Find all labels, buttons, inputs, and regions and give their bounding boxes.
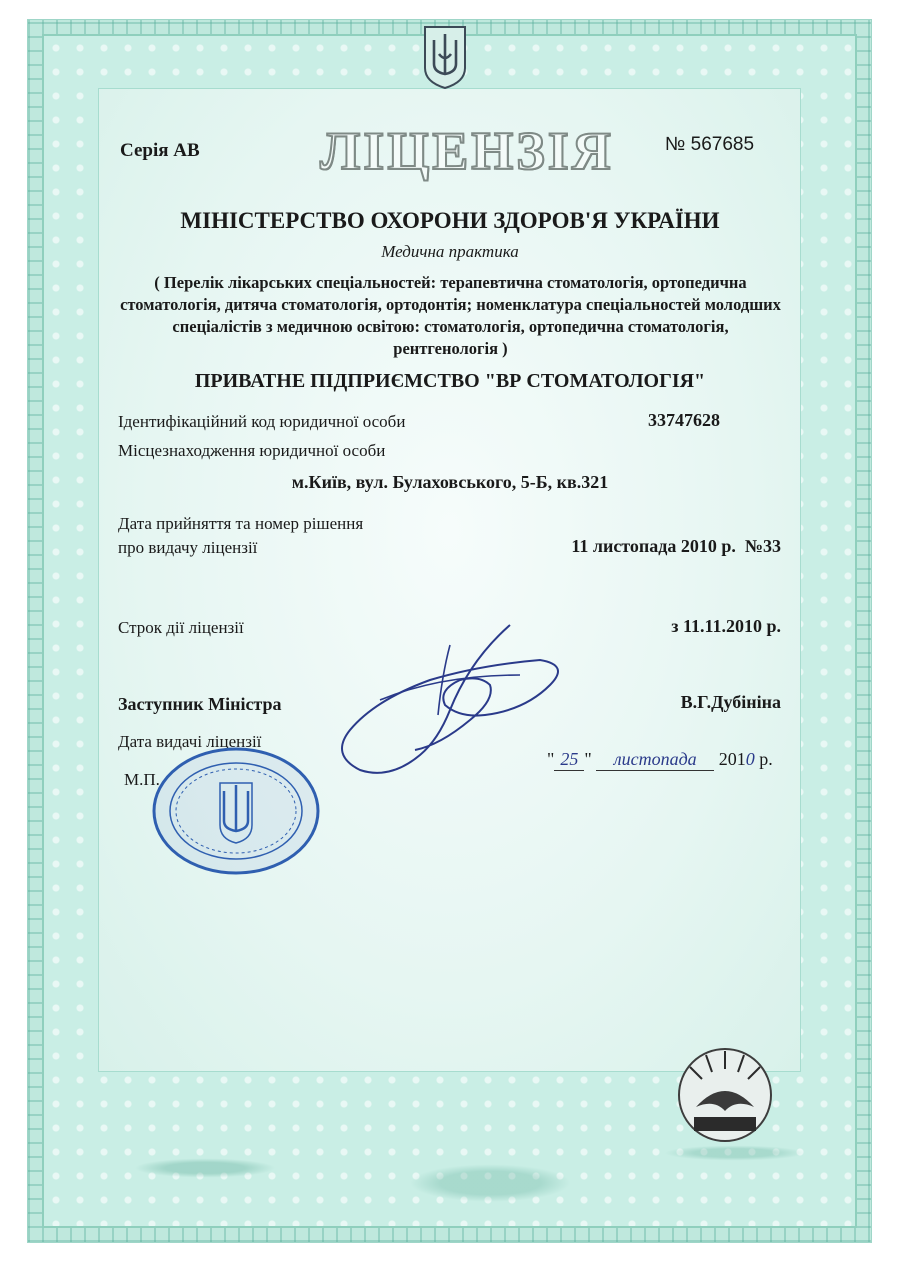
issue-year-prefix: 201 xyxy=(718,749,746,769)
license-number: № 567685 xyxy=(665,134,755,155)
address-value: м.Київ, вул. Булаховського, 5-Б, кв.321 xyxy=(291,472,609,492)
series-label: Серія АВ xyxy=(120,140,200,161)
deputy-minister-name: В.Г.Дубініна xyxy=(680,692,781,712)
issue-year-digit: 0 xyxy=(745,749,755,769)
official-stamp xyxy=(150,745,322,877)
issue-date-field: " 25 " листопада 2010 р. xyxy=(547,749,773,769)
decision-label-line1: Дата прийняття та номер рішення xyxy=(118,514,364,533)
issue-date-label: Дата видачі ліцензії xyxy=(118,732,262,751)
signature xyxy=(320,620,580,790)
trident-emblem-icon xyxy=(422,24,468,90)
deputy-minister-label: Заступник Міністра xyxy=(118,694,282,714)
company-name: ПРИВАТНЕ ПІДПРИЄМСТВО "ВР СТОМАТОЛОГІЯ" xyxy=(194,370,706,392)
content-panel xyxy=(98,88,801,1072)
practice-type: Медична практика xyxy=(381,242,519,261)
document-title: ЛІЦЕНЗІЯ xyxy=(320,121,614,181)
decision-value: 11 листопада 2010 р. №33 xyxy=(571,536,781,556)
issue-day: 25 xyxy=(554,749,584,771)
hologram-seal xyxy=(676,1045,774,1145)
decision-label-line2: про видачу ліцензії xyxy=(118,538,258,557)
term-value: з 11.11.2010 р. xyxy=(671,616,781,636)
ministry-name: МІНІСТЕРСТВО ОХОРОНИ ЗДОРОВ'Я УКРАЇНИ xyxy=(180,208,720,233)
specialties-list: ( Перелік лікарських спеціальностей: терапевтична стоматологія, ортопедична стоматологія, дитяча стоматологія, ортодонтія; номенклатура спеціальностей молодших спеціалістів з медичною освітою: стоматологія, ортопедична стоматологія, рентгенологія ) xyxy=(120,273,781,358)
location-label: Місцезнаходження юридичної особи xyxy=(118,441,386,460)
term-label: Строк дії ліцензії xyxy=(118,618,244,637)
issue-year-suffix: р. xyxy=(754,749,773,769)
issue-month: листопада xyxy=(596,749,714,771)
stamp-place-label: М.П. xyxy=(124,770,160,789)
id-code-label: Ідентифікаційний код юридичної особи xyxy=(118,412,406,431)
id-code-value: 33747628 xyxy=(648,410,720,430)
